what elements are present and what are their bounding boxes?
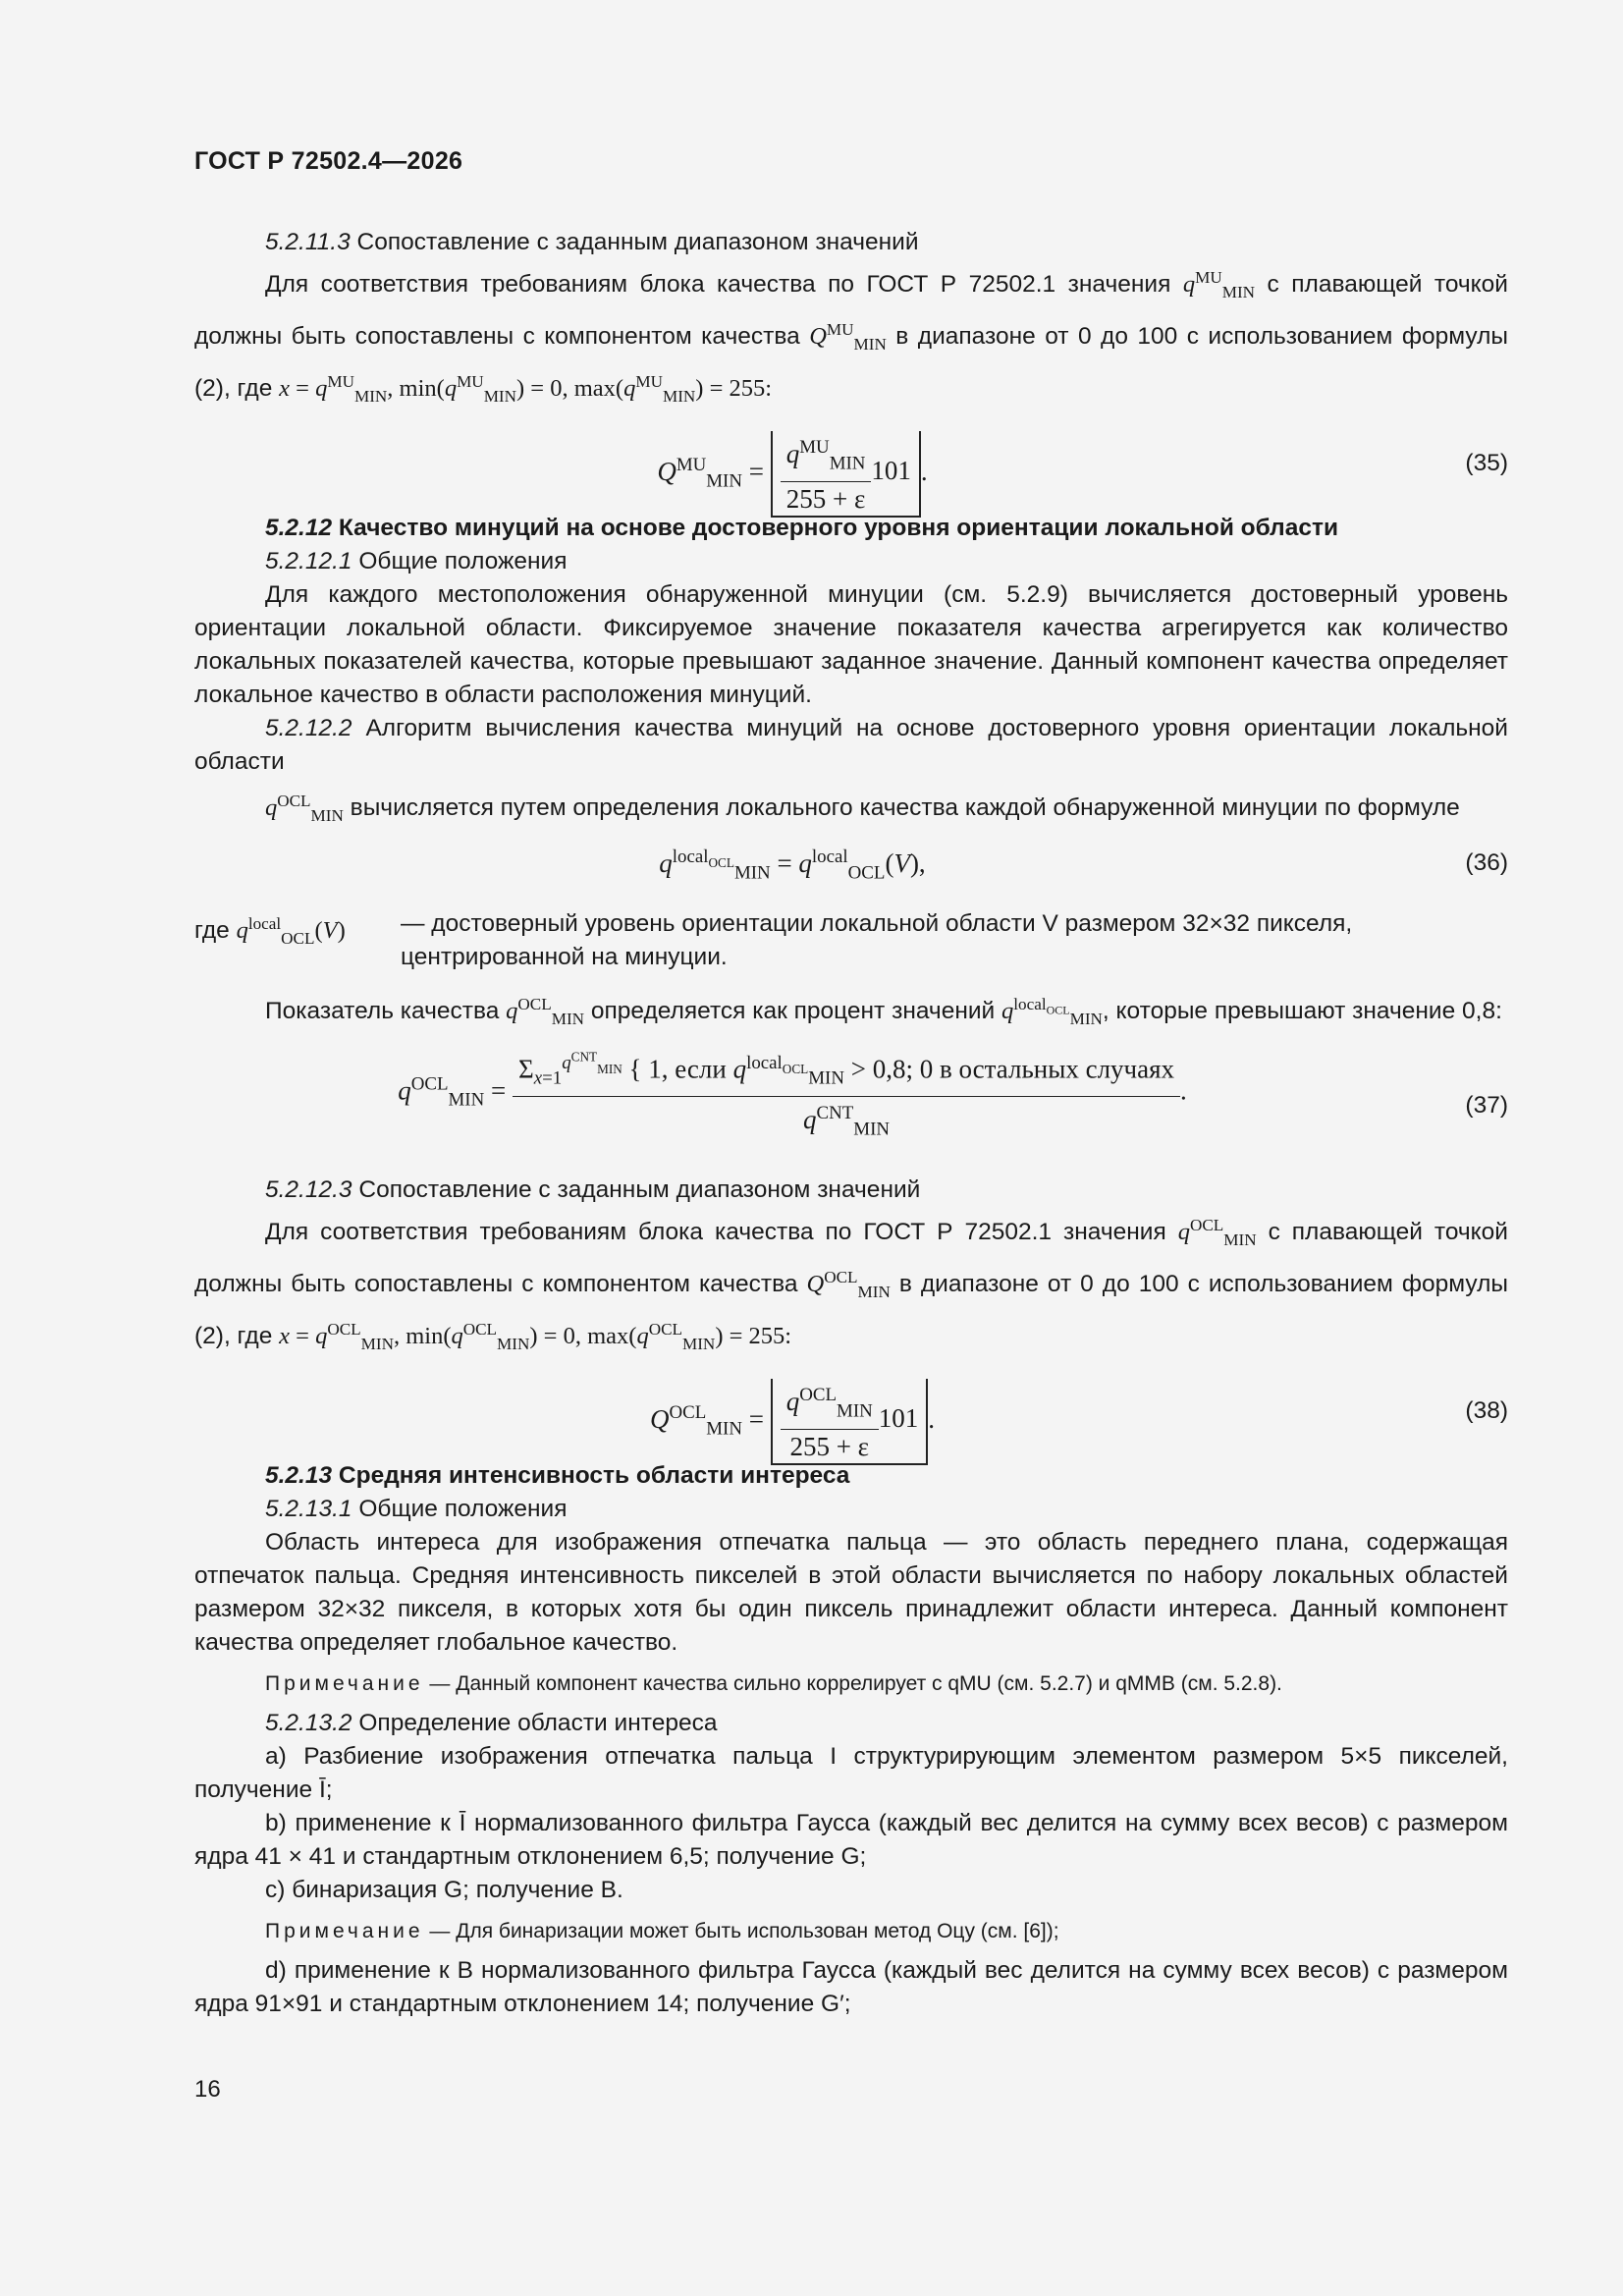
subsection-heading: 5.2.12.1 Общие положения [265,548,568,575]
formula-inline: $q^{MU}_{MIN}$ [1182,268,1256,302]
page-content [194,226,1508,2021]
paragraph: Область интереса для изображения отпечатка пальца — это область переднего плана, содержащая отпечаток пальца. Средняя интенсивность пикселей в этой области вычисляется по набору локальных областей размером 32×32 пикселя, в которых хотя бы один пиксель принадлежит области интереса. Данный компонент качества определяет глобальное качество. [194,1529,1508,1657]
subsection-heading: 5.2.11.3 Сопоставление с заданным диапазоном значений [265,229,919,255]
section-heading: 5.2.12 Качество минуций на основе достоверного уровня ориентации локальной области [265,515,1339,542]
list-item: c) бинаризация G; получение B. [265,1877,623,1904]
formula-inline: $x = q^{OCL}_{MIN}$, $\min(q^{OCL}_{MIN}) = 0$, $\max(q^{OCL}_{MIN}) = 255$: [279,1320,792,1354]
note: Примечание — Данный компонент качества сильно коррелирует с qMU (см. 5.2.7) и qMMB (см. 5.2.8). [265,1672,1282,1696]
equation-37: $q^{OCL}_{MIN}$ = $\Sigma_{x=1}^{q^{CNT}_{MIN}}$ { 1, если $q^{local_{OCL}}_{MIN} > 0,8$; 0 в остальных случаях $q^{CNT}_{MIN}$ . (37) [194,1036,1508,1174]
subsection-heading: 5.2.13.1 Общие положения [265,1496,568,1523]
equation-36: $q^{local_{OCL}}_{MIN} = q^{local}_{OCL}(V)$, (36) [659,847,1508,884]
formula-inline: $Q^{OCL}_{MIN}$ [806,1268,891,1302]
list-item: b) применение к Ī нормализованного фильтра Гаусса (каждый вес делится на сумму всех весов) с размером ядра 41 × 41 и стандартным отклонением 6,5; получение G; [194,1810,1508,1871]
equation-number: (36) [1465,849,1508,877]
subsection-heading: 5.2.12.3 Сопоставление с заданным диапазоном значений [265,1176,921,1204]
equation-number: (35) [1465,450,1508,477]
document-header: ГОСТ Р 72502.4—2026 [194,147,463,175]
paragraph: Для каждого местоположения обнаруженной минуции (см. 5.2.9) вычисляется достоверный уровень ориентации локальной области. Фиксируемое значение показателя качества агрегируется как количество локальных показателей качества, которые превышают заданное значение. Данный компонент качества определяет локальное качество в области расположения минуций. [194,581,1508,709]
list-item: d) применение к B нормализованного фильтра Гаусса (каждый вес делится на сумму всех весов) с размером ядра 91×91 и стандартным отклонением 14; получение G′; [194,1957,1508,2018]
paragraph: Показатель качества $q^{OCL}_{MIN}$ определяется как процент значений $q^{local_{OCL}}_{MIN}$, которые превышают значение 0,8: [265,995,1502,1029]
equation-number: (37) [1465,1092,1508,1120]
paragraph: Для соответствия требованиям блока качества по ГОСТ Р 72502.1 значения $q^{OCL}_{MIN}$ с плавающей точкой должны быть сопоставлены с компонентом качества $Q^{OCL}_{MIN}$ в диапазоне от 0 до 100 с использованием формулы (2), где $x = q^{OCL}_{MIN}$, $\min(q^{OCL}_{MIN}) = 0$, $\max(q^{OCL}_{MIN}) = 255$: [194,1216,1508,1354]
formula-inline: $q^{OCL}_{MIN}$ [1177,1216,1257,1250]
list-item: a) Разбиение изображения отпечатка пальца I структурирующим элементом размером 5×5 пикселей, получение Ī; [194,1743,1508,1804]
note: Примечание — Для бинаризации может быть использован метод Оцу (см. [6]); [265,1920,1059,1943]
formula-inline: $x = q^{MU}_{MIN}$, $\min(q^{MU}_{MIN}) = 0$, $\max(q^{MU}_{MIN}) = 255$: [279,372,773,407]
formula-inline: $q^{local_{OCL}}_{MIN}$ [1001,995,1103,1029]
section-heading: 5.2.13 Средняя интенсивность области интереса [265,1462,850,1490]
formula-inline: $q^{OCL}_{MIN}$ [265,792,344,826]
paragraph: Для соответствия требованиям блока качества по ГОСТ Р 72502.1 значения $q^{MU}_{MIN}$ с плавающей точкой должны быть сопоставлены с компонентом качества $Q^{MU}_{MIN}$ в диапазоне от 0 до 100 с использованием формулы (2), где $x = q^{MU}_{MIN}$, $\min(q^{MU}_{MIN}) = 0$, $\max(q^{MU}_{MIN}) = 255$: [194,268,1508,407]
page-number: 16 [194,2076,221,2103]
formula-inline: $q^{OCL}_{MIN}$ [506,995,585,1029]
paragraph: $q^{OCL}_{MIN}$ вычисляется путем определения локального качества каждой обнаруженной минуции по формуле [265,792,1460,826]
equation-38: $Q^{OCL}_{MIN}$ = $\frac{q^{OCL}_{MIN}}{255 + \varepsilon}$ 101 . (38) [194,1369,1508,1453]
equation-number: (38) [1465,1397,1508,1425]
subsection-heading: 5.2.12.2 Алгоритм вычисления качества минуций на основе достоверного уровня ориентации локальной области [194,715,1508,776]
equation-35: $Q^{MU}_{MIN}$ = $\frac{q^{MU}_{MIN}}{255 + \varepsilon}$ 101 . (35) [194,421,1508,506]
subsection-heading: 5.2.13.2 Определение области интереса [265,1710,718,1737]
formula-inline: $q^{local}_{OCL}(V)$ [236,914,346,949]
formula-legend: где $q^{local}_{OCL}(V)$ — достоверный уровень ориентации локальной области V размером 32×32 пикселя, центрированной на минуции. [194,910,1353,971]
formula-inline: $Q^{MU}_{MIN}$ [809,320,887,355]
